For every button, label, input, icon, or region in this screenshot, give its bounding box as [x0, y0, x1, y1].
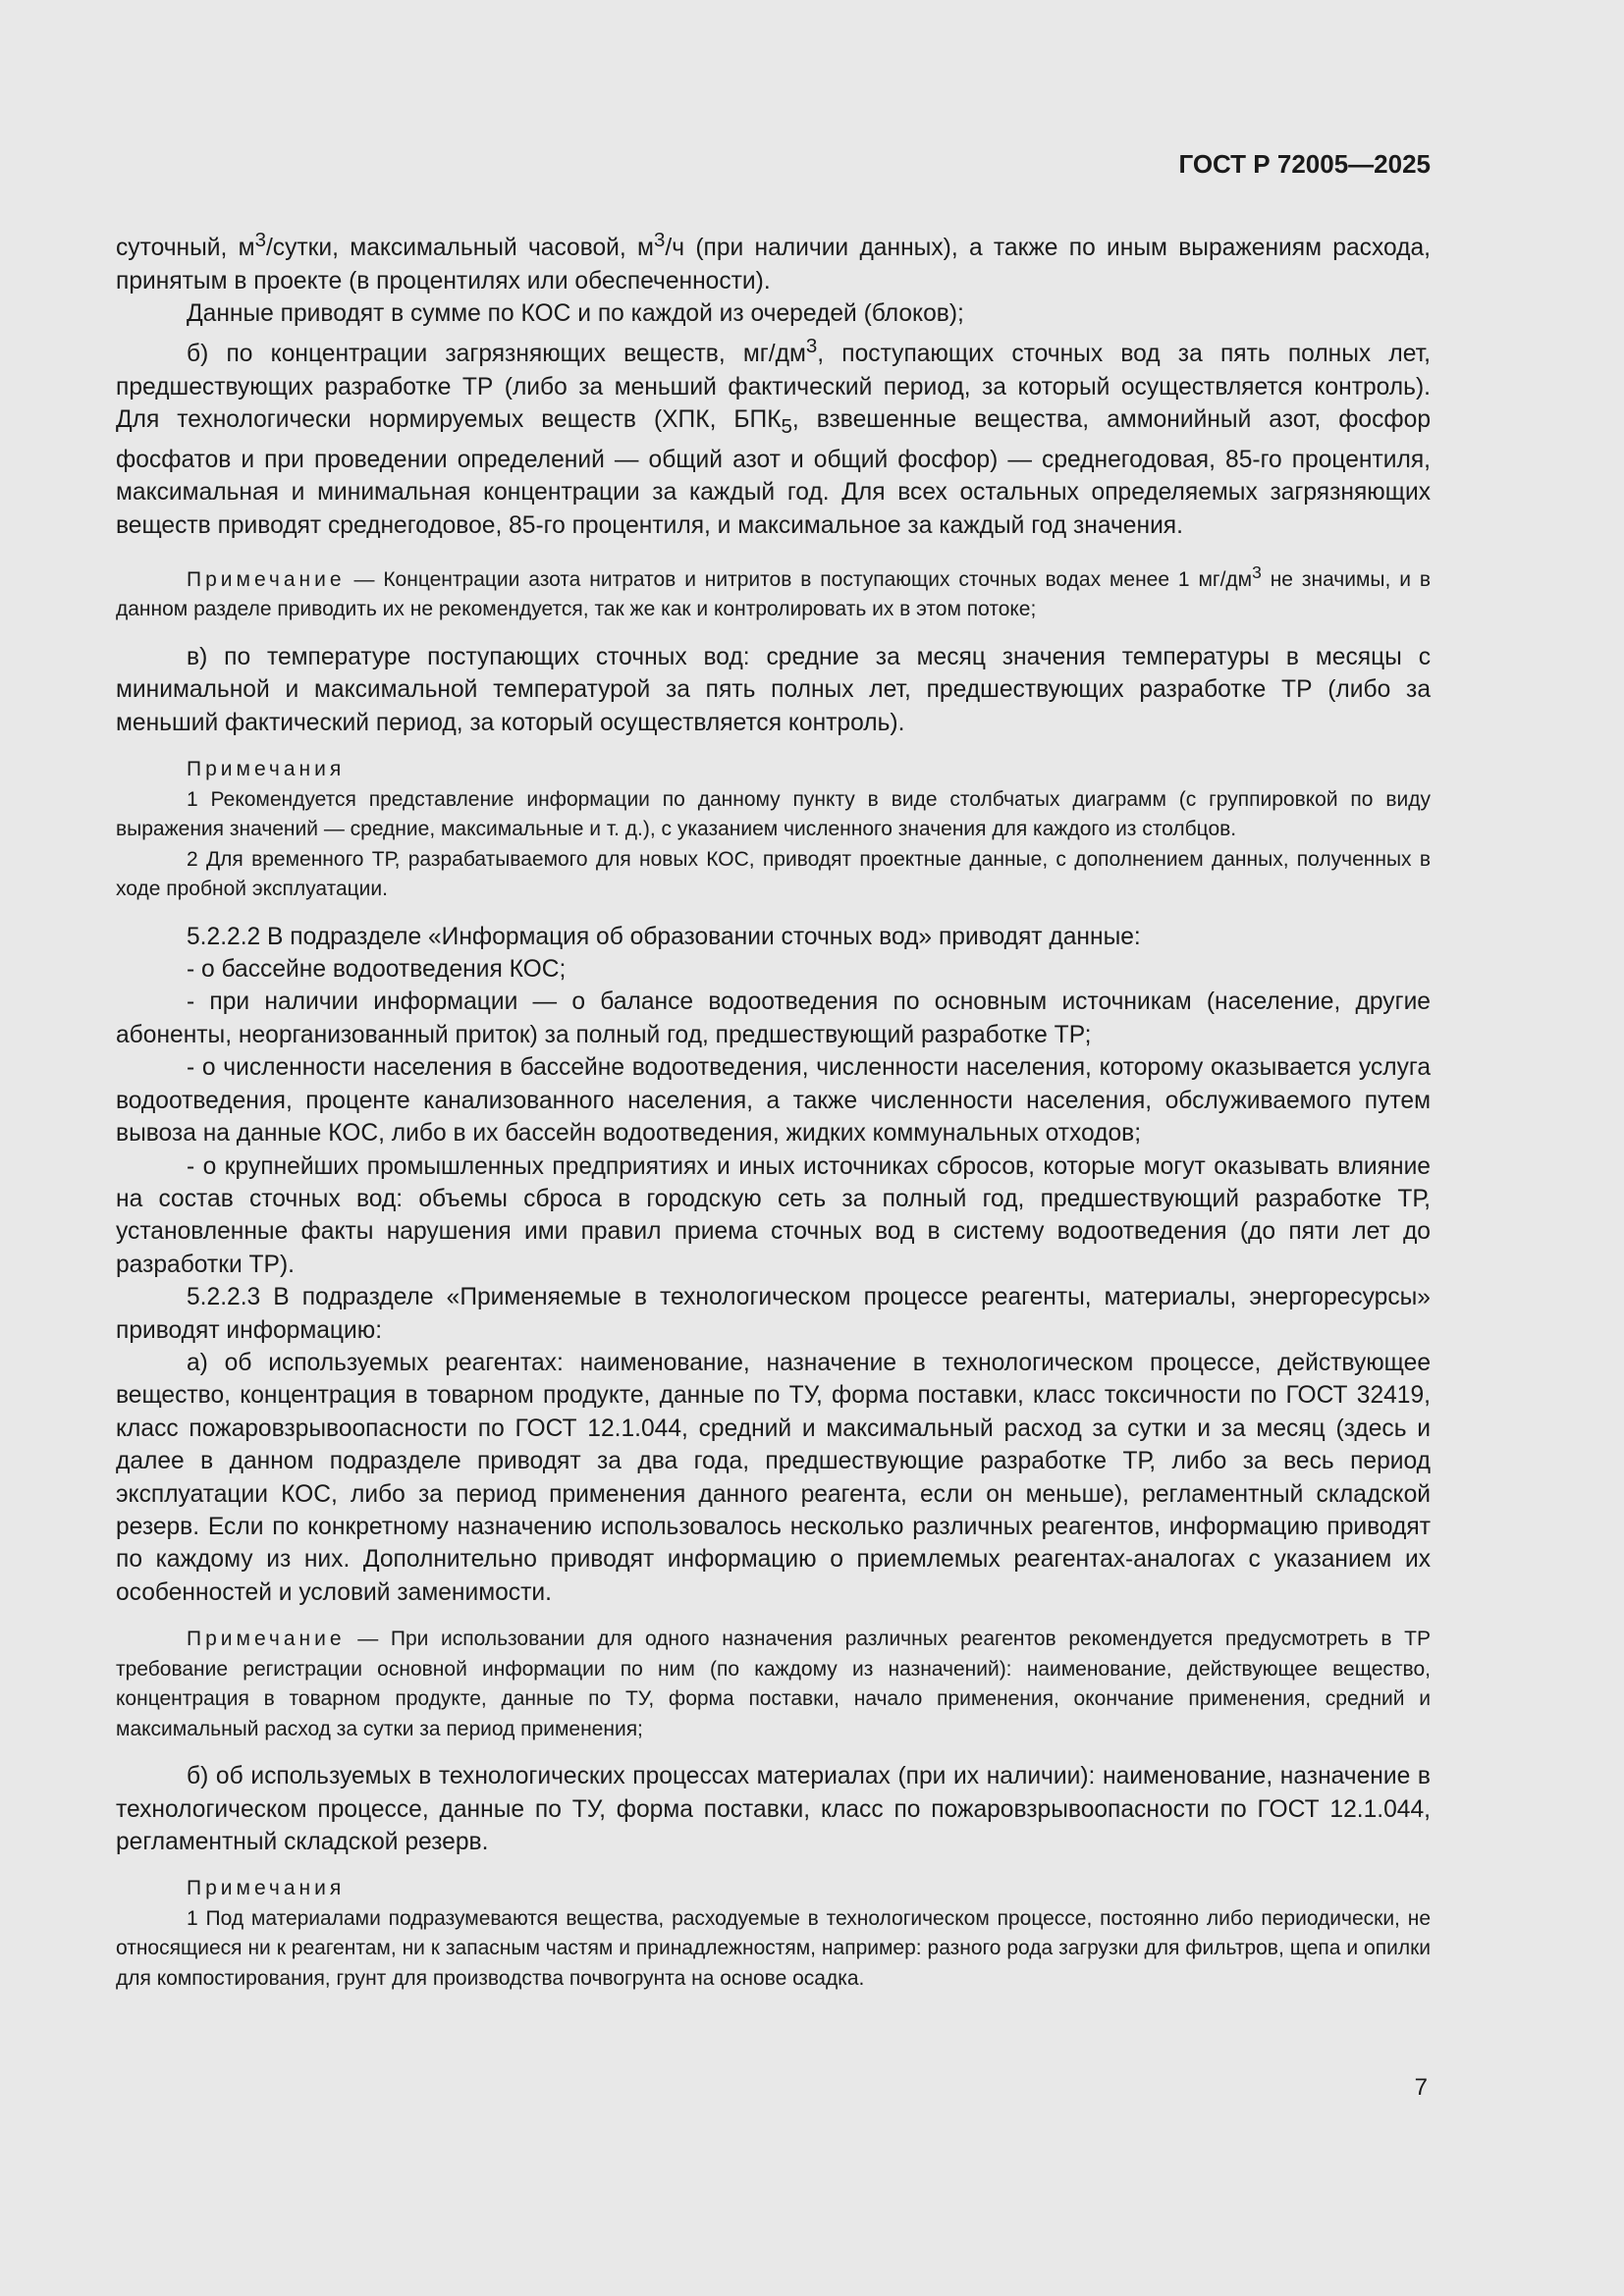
section-5-2-2-2-heading: 5.2.2.2 В подразделе «Информация об образовании сточных вод» приводят данные:: [187, 923, 1141, 950]
text-run: , поступающих сточных вод за пять полных лет, предшествующих разработке ТР (либо за меньший фактический период, за который осуществляется контроль). Для технологически нормируемых веществ (ХПК, БПК: [116, 341, 1431, 434]
text-run: — При использовании для одного назначения различных реагентов рекомендуется предусмотреть в ТР требование регистрации основной информации по ним (по каждому из назначений): наименование, действующее вещество, концентрация в товарном продукте, данные по ТУ, форма поставки, начало применения, окончание применения, средний и максимальный расход за сутки за период применения;: [116, 1628, 1431, 1740]
superscript: 3: [254, 229, 266, 251]
list-item: - о численности населения в бассейне водоотведения, численности населения, которому оказывается услуга водоотведения, проценте канализованного населения, а также численности населения, обслуживаемого путем вывоза на данные КОС, либо в их бассейн водоотведения, жидких коммунальных отходов;: [116, 1054, 1431, 1148]
note-item: 1 Под материалами подразумеваются вещества, расходуемые в технологическом процессе, постоянно либо периодически, не относящиеся ни к реагентам, ни к запасным частям и принадлежностям, например: разного рода загрузки для фильтров, щепа и опилки для компостирования, грунт для производства почвогрунта на основе осадка.: [116, 1906, 1431, 1990]
paragraph-temperature: в) по температуре поступающих сточных вод: средние за месяц значения температуры в месяцы с минимальной и максимальной температурой за пять полных лет, предшествующих разработке ТР (либо за меньший фактический период, за который осуществляется контроль).: [116, 643, 1431, 736]
document-number-header: ГОСТ Р 72005—2025: [1178, 149, 1431, 179]
subscript: 5: [781, 415, 792, 439]
text-run: /сутки, максимальный часовой, м: [265, 235, 654, 262]
text-run: б) по концентрации загрязняющих веществ, мг/дм: [187, 341, 806, 368]
superscript: 3: [653, 229, 666, 251]
text-run: суточный, м: [116, 235, 255, 262]
notes-heading: Примечания: [187, 758, 346, 781]
text-run: — Концентрации азота нитратов и нитритов в поступающих сточных водах менее 1 мг/дм: [345, 567, 1253, 591]
text-run: /ч (при наличии данных), а также по иным выражениям расхода, принятым в проекте (в процентилях или обеспеченности).: [116, 235, 1431, 294]
paragraph-data-sum: Данные приводят в сумме по КОС и по каждой из очередей (блоков);: [187, 300, 964, 327]
list-item: - о бассейне водоотведения КОС;: [187, 956, 567, 984]
text-run: , взвешенные вещества, аммонийный азот, фосфор фосфатов и при проведении определений — общий азот и общий фосфор) — среднегодовая, 85-го процентиля, максимальная и минимальная концентрации за каждый год. Для всех остальных определяемых загрязняющих веществ приводят среднегодовое, 85-го процентиля, и максимальное за каждый год значения.: [116, 406, 1431, 539]
superscript: 3: [805, 335, 818, 358]
page-body: [116, 224, 1431, 1994]
note-item: 2 Для временного ТР, разрабатываемого для новых КОС, приводят проектные данные, с дополнением данных, полученных в ходе пробной эксплуатации.: [116, 847, 1431, 901]
paragraph-flow-units: [116, 224, 1431, 297]
section-5-2-2-3-heading: 5.2.2.3 В подразделе «Применяемые в технологическом процессе реагенты, материалы, энергоресурсы» приводят информацию:: [116, 1284, 1431, 1344]
notes-heading: Примечания: [187, 1877, 346, 1900]
note-item: 1 Рекомендуется представление информации по данному пункту в виде столбчатых диаграмм (с группировкой по виду выражения значений — средние, максимальные и т. д.), с указанием численного значения для каждого из столбцов.: [116, 787, 1431, 841]
list-item: - при наличии информации — о балансе водоотведения по основным источникам (население, другие абоненты, неорганизованный приток) за полный год, предшествующий разработке ТР;: [116, 988, 1431, 1048]
note-nitrates: [116, 558, 1431, 625]
paragraph-concentration: [116, 330, 1431, 542]
paragraph-materials: б) об используемых в технологических процессах материалах (при их наличии): наименование, назначение в технологическом процессе, данные по ТУ, форма поставки, класс по пожаровзрывоопасности по ГОСТ 12.1.044, регламентный складской резерв.: [116, 1763, 1431, 1855]
paragraph-reagents: а) об используемых реагентах: наименование, назначение в технологическом процессе, действующее вещество, концентрация в товарном продукте, данные по ТУ, форма поставки, класс токсичности по ГОСТ 32419, класс пожаровзрывоопасности по ГОСТ 12.1.044, средний и максимальный расход за сутки и за месяц (здесь и далее в данном подразделе приводят за два года, предшествующие разработке ТР, либо за весь период эксплуатации КОС, либо за период применения данного реагента, если он меньше), регламентный складской резерв. Если по конкретному назначению использовалось несколько различных реагентов, информацию приводят по каждому из них. Дополнительно приводят информацию о приемлемых реагентах-аналогах с указанием их особенностей и условий заменимости.: [116, 1349, 1431, 1606]
list-item: - о крупнейших промышленных предприятиях и иных источниках сбросов, которые могут оказывать влияние на состав сточных вод: объемы сброса в городскую сеть за полный год, предшествующий разработке ТР, установленные факты нарушения ими правил приема сточных вод в систему водоотведения (до пяти лет до разработки ТР).: [116, 1152, 1431, 1278]
text-run: не значимы, и в данном разделе приводить их не рекомендуется, так же как и контролировать их в этом потоке;: [116, 567, 1431, 621]
note-label: Примечание: [187, 567, 346, 591]
note-label: Примечание: [187, 1628, 346, 1651]
note-reagents: [116, 1625, 1431, 1744]
superscript: 3: [1252, 561, 1262, 582]
page-number: 7: [1414, 2074, 1428, 2101]
